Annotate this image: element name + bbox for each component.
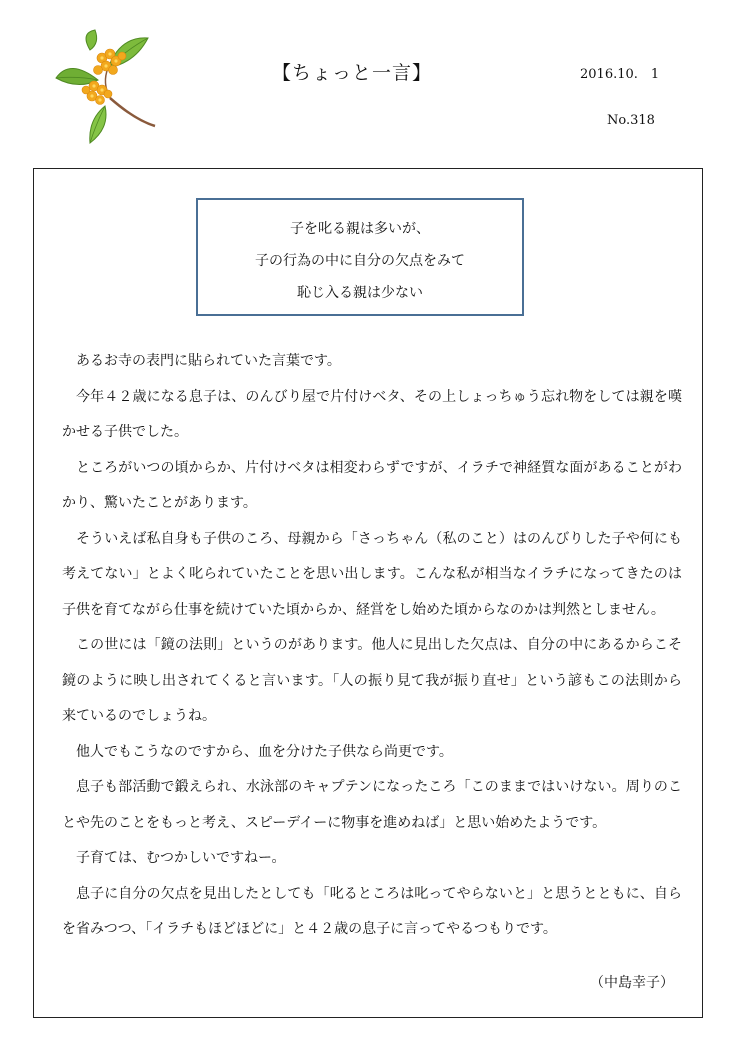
issue-number: No.318 [607, 113, 655, 128]
quote-line: 子の行為の中に自分の欠点をみて [255, 253, 465, 269]
article-body [62, 344, 682, 948]
quote-line: 恥じ入る親は少ない [297, 285, 423, 301]
osmanthus-flower-icon [50, 28, 165, 148]
article-paragraph: 子育ては、むつかしいですねー。 [76, 850, 286, 866]
quote-line: 子を叱る親は多いが、 [290, 221, 430, 237]
author-signature: （中島幸子） [590, 975, 674, 991]
article-paragraph: 今年４２歳になる息子は、のんびり屋で片付けベタ、その上しょっちゅう忘れ物をしては親を嘆かせる子供でした。 [62, 388, 682, 440]
article-paragraph: この世には「鏡の法則」というのがあります。他人に見出した欠点は、自分の中にあるからこそ鏡のように映し出されてくると言います。「人の振り見て我が振り直せ」という諺もこの法則から来ているのでしょうね。 [62, 637, 682, 724]
page-title: 【ちょっと一言】 [272, 62, 433, 84]
article-paragraph: 息子に自分の欠点を見出したとしても「叱るところは叱ってやらないと」と思うとともに、自らを省みつつ、「イラチもほどほどに」と４２歳の息子に言ってやるつもりです。 [62, 885, 682, 937]
article-paragraph: そういえば私自身も子供のころ、母親から「さっちゃん（私のこと）はのんびりした子や何にも考えてない」とよく叱られていたことを思い出します。こんな私が相当なイラチになってきたのは子供を育てながら仕事を続けていた頃からか、経営をし始めた頃からなのかは判然としません。 [62, 530, 682, 618]
article-paragraph: 他人でもこうなのですから、血を分けた子供なら尚更です。 [76, 743, 453, 760]
issue-date: 2016.10. 1 [580, 67, 660, 82]
quote-box [196, 198, 524, 316]
article-paragraph: あるお寺の表門に貼られていた言葉です。 [76, 353, 341, 369]
article-paragraph: ところがいつの頃からか、片付けベタは相変わらずですが、イラチで神経質な面があることがわかり、驚いたことがあります。 [62, 459, 682, 511]
article-paragraph: 息子も部活動で鍛えられ、水泳部のキャプテンになったころ「このままではいけない。周りのことや先のことをもっと考え、スピーデイーに物事を進めねば」と思い始めたようです。 [62, 779, 682, 831]
